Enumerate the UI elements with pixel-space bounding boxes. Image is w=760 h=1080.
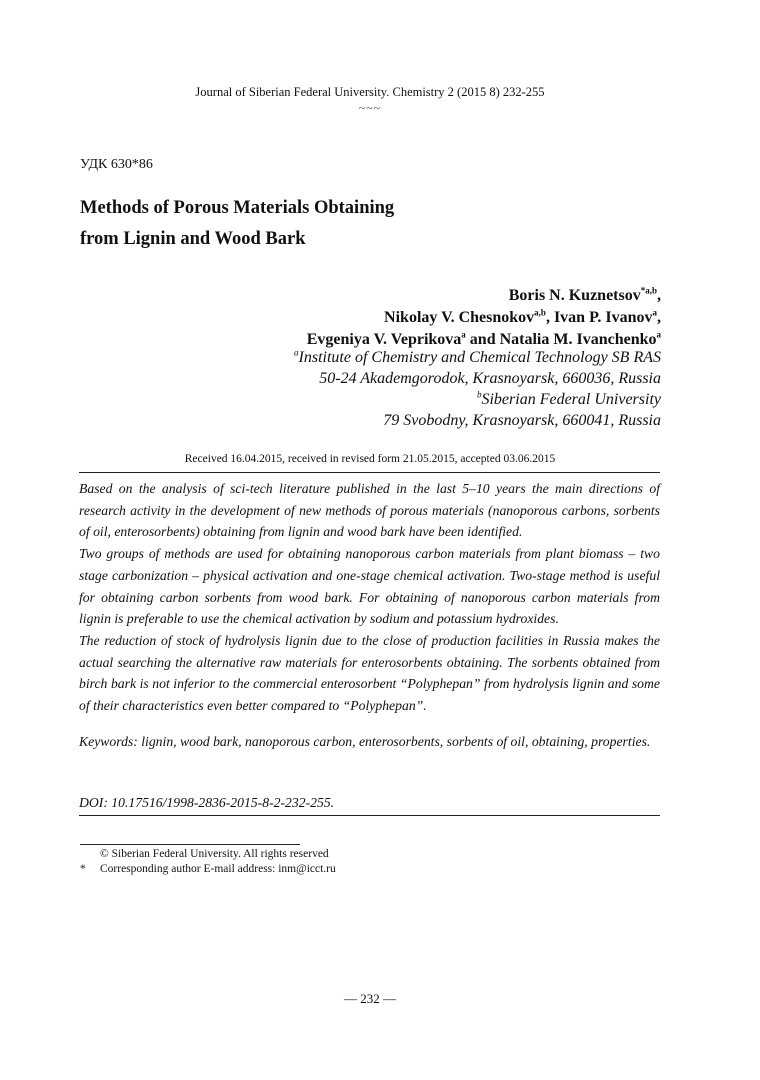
page-number: — 232 —: [344, 991, 396, 1006]
title-line-1: Methods of Porous Materials Obtaining: [80, 198, 395, 218]
received-dates: Received 16.04.2015, received in revised form 21.05.2015, accepted 03.06.2015: [184, 453, 556, 465]
footnote-divider: [80, 844, 300, 845]
affiliation-b-address: 79 Svobodny, Krasnoyarsk, 660041, Russia: [383, 412, 661, 429]
affiliation-list: [294, 347, 661, 431]
author-line-3: Evgeniya V. Veprikova$^a$ and Natalia M. Ivanchenko$^a$: [306, 329, 661, 348]
affiliation-a-address: 50-24 Akademgorodok, Krasnoyarsk, 660036, Russia: [319, 370, 661, 387]
author-name: Nikolay V. Chesnokov: [384, 309, 535, 326]
author-affiliation-mark: a: [461, 329, 466, 340]
journal-header: Journal of Siberian Federal University. Chemistry 2 (2015 8) 232-255: [195, 85, 545, 99]
author-affiliation-mark: a,b: [534, 307, 546, 318]
author-name: Boris N. Kuznetsov: [508, 287, 641, 304]
author-affiliation-mark: a: [656, 329, 661, 340]
author-name: Ivan P. Ivanov: [553, 309, 653, 326]
author-name: Evgeniya V. Veprikova: [306, 331, 462, 348]
udk-code: УДК 630*86: [80, 157, 153, 172]
footnote-corresponding: * Corresponding author E-mail address: inm@icct.ru: [80, 863, 336, 875]
header-separator: ~~~: [358, 101, 382, 115]
footnote-copyright: © Siberian Federal University. All rights reserved: [100, 848, 329, 860]
abstract-paragraph: Two groups of methods are used for obtaining nanoporous carbon materials from plant biomass – two stage carbonization – physical activation and one-stage chemical activation. Two-stage method is useful for obtaining carbon sorbents from wood bark. For obtaining of nanoporous carbon materials from lignin is preferable to use the chemical activation by sodium and potassium hydroxides.: [79, 546, 660, 627]
abstract-paragraph: The reduction of stock of hydrolysis lignin due to the close of production facilities in Russia makes the actual searching the alternative raw materials for enterosorbents obtaining. The sorbents obtained from birch bark is not inferior to the commercial enterosorbent “Polyphepan” from hydrolysis lignin and some of their characteristics even better compared to “Polyphepan”.: [79, 632, 660, 714]
author-line-1: Boris N. Kuznetsov$^{*a,b}$,: [508, 285, 661, 304]
title-line-2: from Lignin and Wood Bark: [80, 229, 306, 249]
author-line-2: Nikolay V. Chesnokov$^{a,b}$, Ivan P. Ivanov$^a$,: [384, 307, 661, 326]
abstract: [79, 478, 660, 717]
keywords: Keywords: lignin, wood bark, nanoporous carbon, enterosorbents, sorbents of oil, obtaining, properties.: [79, 734, 651, 749]
divider-bottom: [79, 815, 660, 816]
article-title: [80, 193, 394, 255]
affiliation-a-name: $^a$Institute of Chemistry and Chemical Technology SB RAS: [294, 347, 661, 366]
author-affiliation-mark: a: [652, 307, 657, 318]
abstract-paragraph: Based on the analysis of sci-tech literature published in the last 5–10 years the main directions of research activity in the development of new methods of porous materials (nanoporous carbons, sorbents of oil, enterosorbents) obtaining from lignin and wood bark have been identified.: [79, 481, 660, 540]
doi-link[interactable]: DOI: 10.17516/1998-2836-2015-8-2-232-255.: [79, 795, 335, 810]
divider-top: [79, 472, 660, 473]
author-list: [307, 285, 661, 351]
author-name: Natalia M. Ivanchenko: [499, 331, 657, 348]
author-affiliation-mark: *a,b: [640, 285, 657, 296]
affiliation-b-name: $^b$Siberian Federal University: [476, 389, 661, 408]
